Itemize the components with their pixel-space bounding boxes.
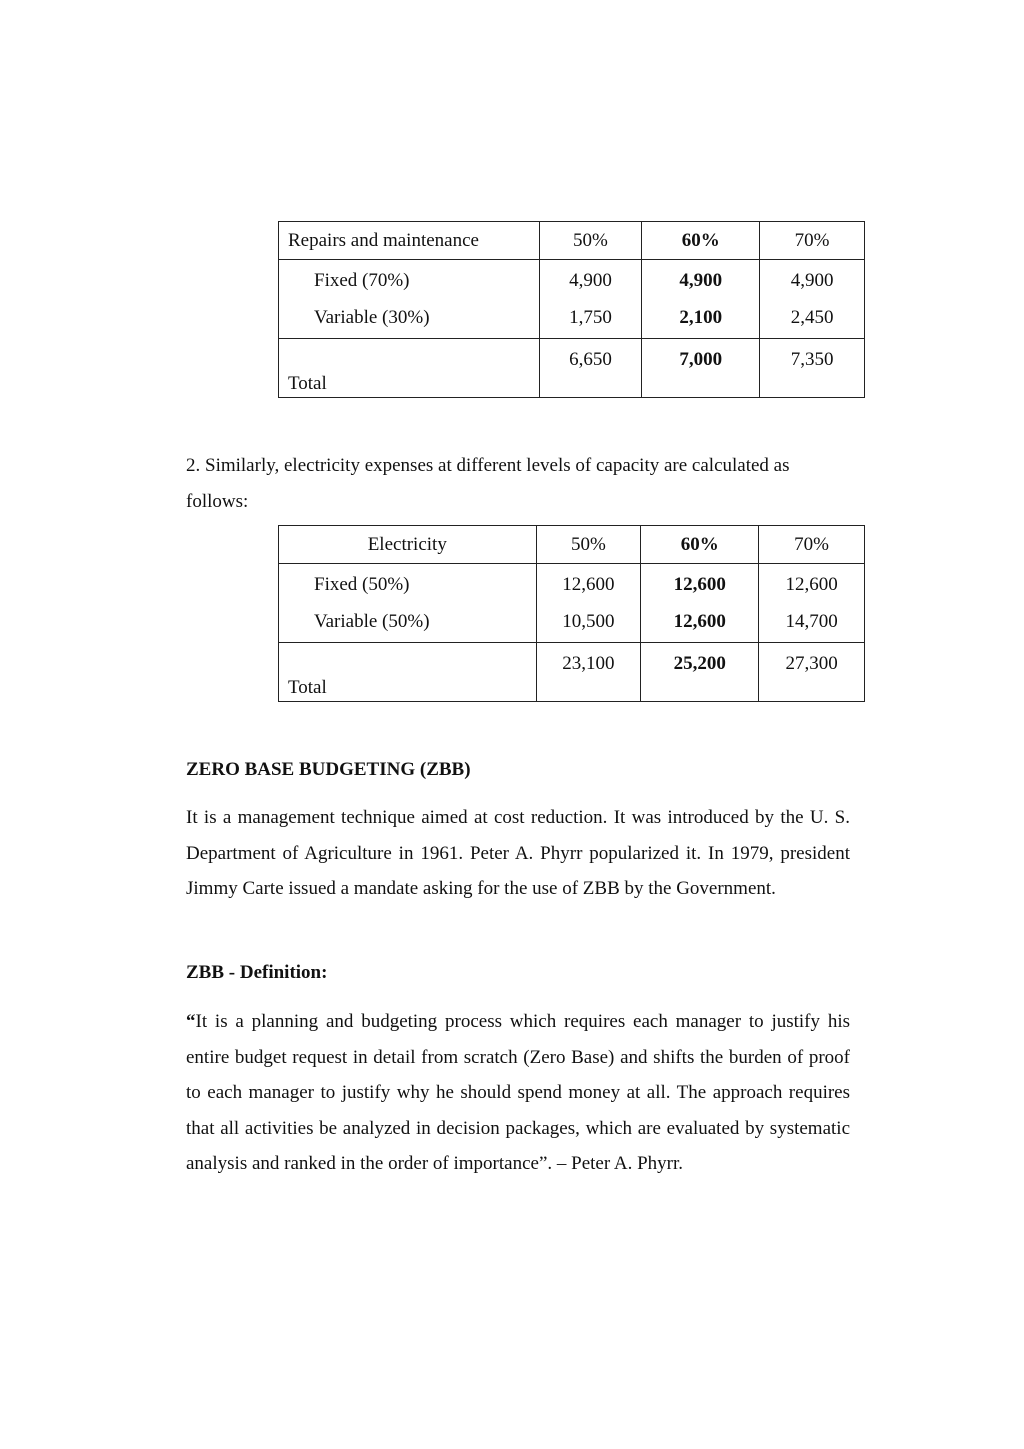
table-cell: 7,000 xyxy=(642,339,760,398)
table-row xyxy=(279,564,865,607)
table-cell: 2,450 xyxy=(760,302,865,339)
table-header-label: Electricity xyxy=(279,526,537,564)
table-cell: 7,350 xyxy=(760,339,865,398)
table-header-70: 70% xyxy=(760,222,865,260)
row-label: Variable (30%) xyxy=(279,302,540,339)
zbb-paragraph: It is a management technique aimed at cost reduction. It was introduced by the U. S. Department of Agriculture in 1961. Peter A. Phyrr popularized it. In 1979, president Jimmy Carte issued a mandate asking for the use of ZBB by the Government. xyxy=(186,807,850,899)
table-row xyxy=(279,302,865,339)
table-cell: 12,600 xyxy=(641,606,759,643)
definition-text: It is a planning and budgeting process which requires each manager to justify his entire budget request in detail from scratch (Zero Base) and shifts the burden of proof to each manager to justify why he should spend money at all. The approach requires that all activities be analyzed in decision packages, which are evaluated by systematic analysis and ranked in the order of importance”. – Peter A. Phyrr. xyxy=(186,1011,850,1174)
zbb-heading: ZERO BASE BUDGETING (ZBB) xyxy=(186,759,471,780)
total-label-cell xyxy=(279,643,537,702)
table-header-row xyxy=(279,526,865,564)
table-total-row xyxy=(279,643,865,702)
table-header-60: 60% xyxy=(642,222,760,260)
table-header-70: 70% xyxy=(759,526,865,564)
table-cell: 12,600 xyxy=(759,564,865,607)
table-header-50: 50% xyxy=(539,222,642,260)
table-cell: 6,650 xyxy=(539,339,642,398)
table-cell: 4,900 xyxy=(642,260,760,303)
table-cell: 2,100 xyxy=(642,302,760,339)
electricity-table xyxy=(278,525,865,702)
row-label: Variable (50%) xyxy=(279,606,537,643)
row-label: Fixed (50%) xyxy=(279,564,537,607)
electricity-paragraph: 2. Similarly, electricity expenses at different levels of capacity are calculated as follows: xyxy=(186,455,790,512)
table-row xyxy=(279,260,865,303)
table-cell: 4,900 xyxy=(539,260,642,303)
table-header-row xyxy=(279,222,865,260)
table-cell: 27,300 xyxy=(759,643,865,702)
definition-heading: ZBB - Definition: xyxy=(186,962,328,983)
total-label-cell xyxy=(279,339,540,398)
total-label: Total xyxy=(288,677,327,698)
table-cell: 10,500 xyxy=(536,606,641,643)
table-header-label: Repairs and maintenance xyxy=(279,222,540,260)
table-cell: 12,600 xyxy=(536,564,641,607)
repairs-table xyxy=(278,221,865,398)
table-cell: 23,100 xyxy=(536,643,641,702)
total-label: Total xyxy=(288,373,327,394)
table-cell: 1,750 xyxy=(539,302,642,339)
table-header-60: 60% xyxy=(641,526,759,564)
open-quote: “ xyxy=(186,1011,196,1032)
table-cell: 12,600 xyxy=(641,564,759,607)
row-label: Fixed (70%) xyxy=(279,260,540,303)
table-cell: 4,900 xyxy=(760,260,865,303)
definition-paragraph xyxy=(186,1004,850,1182)
table-row xyxy=(279,606,865,643)
table-cell: 25,200 xyxy=(641,643,759,702)
table-header-50: 50% xyxy=(536,526,641,564)
table-cell: 14,700 xyxy=(759,606,865,643)
table-total-row xyxy=(279,339,865,398)
